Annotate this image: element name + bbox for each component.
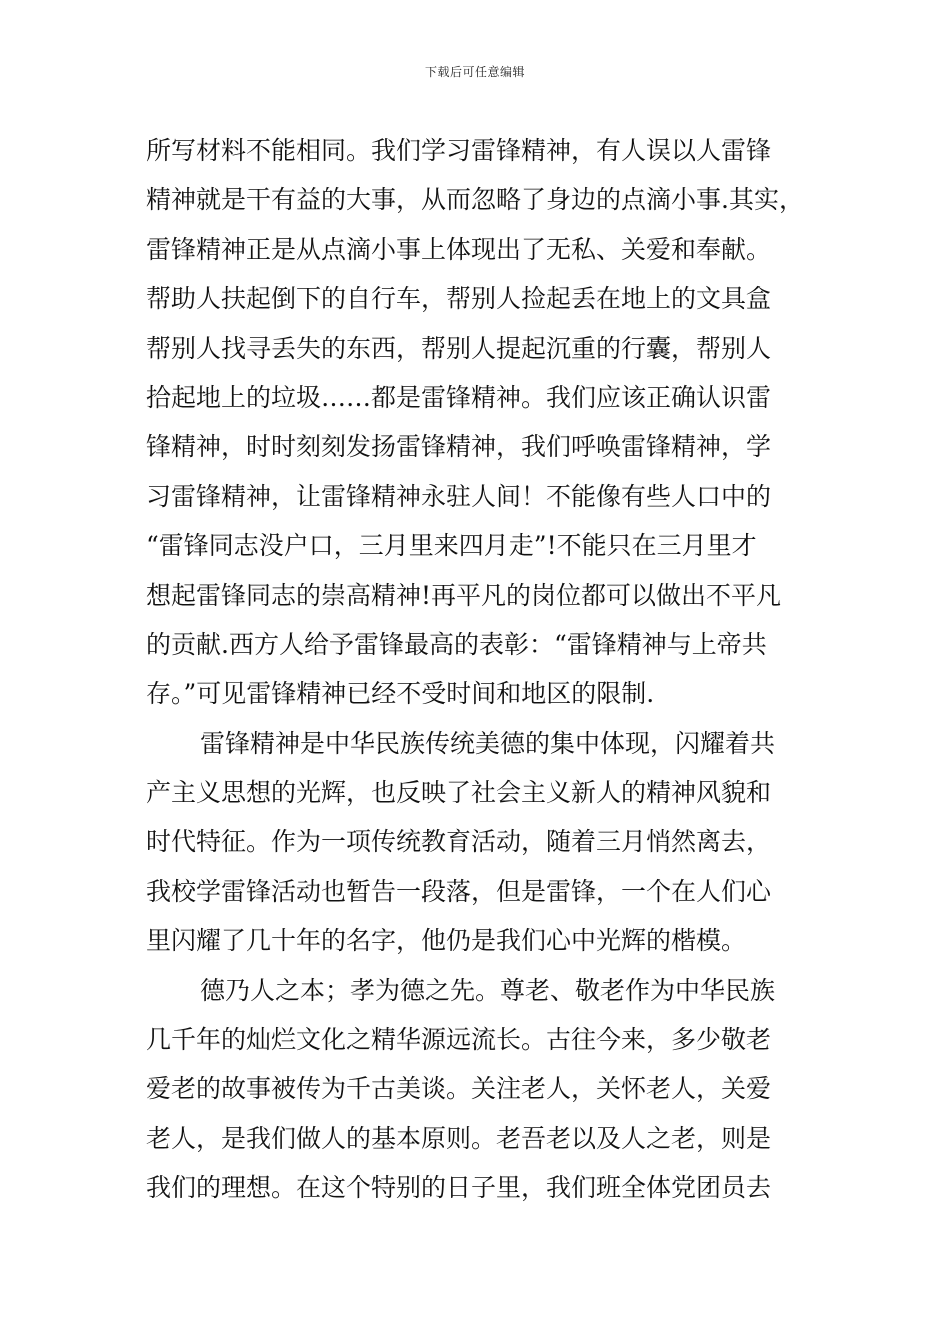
text-line: 拾起地上的垃圾……都是雷锋精神。我们应该正确认识雷	[146, 382, 772, 412]
text-line: 想起雷锋同志的崇高精神!再平凡的岗位都可以做出不平凡	[146, 580, 782, 610]
text-line: 爱老的故事被传为千古美谈。关注老人，关怀老人，关爱	[146, 1074, 772, 1104]
text-line: 存。”可见雷锋精神已经不受时间和地区的限制.	[146, 679, 655, 709]
text-line: 我们的理想。在这个特别的日子里，我们班全体党团员去	[146, 1173, 772, 1203]
document-body	[146, 126, 816, 1213]
text-line: 精神就是干有益的大事，从而忽略了身边的点滴小事.其实，	[146, 185, 804, 215]
text-line: “雷锋同志没户口，三月里来四月走”!不能只在三月里才	[146, 531, 757, 561]
text-line: 老人，是我们做人的基本原则。老吾老以及人之老，则是	[146, 1123, 772, 1153]
text-line: 几千年的灿烂文化之精华源远流长。古往今来，多少敬老	[146, 1025, 772, 1055]
text-line: 锋精神，时时刻刻发扬雷锋精神，我们呼唤雷锋精神，学	[146, 432, 772, 462]
text-line: 所写材料不能相同。我们学习雷锋精神，有人误以人雷锋	[146, 136, 772, 165]
paragraph-first-line: 德乃人之本；孝为德之先。尊老、敬老作为中华民族	[200, 975, 776, 1005]
text-line: 雷锋精神正是从点滴小事上体现出了无私、关爱和奉献。	[146, 234, 772, 264]
text-line: 帮助人扶起倒下的自行车，帮别人捡起丢在地上的文具盒	[146, 284, 772, 314]
text-line: 的贡献.西方人给予雷锋最高的表彰：“雷锋精神与上帝共	[146, 629, 767, 659]
text-line: 习雷锋精神，让雷锋精神永驻人间！不能像有些人口中的	[146, 481, 772, 511]
text-line: 我校学雷锋活动也暂告一段落，但是雷锋，一个在人们心	[146, 876, 772, 906]
text-line: 产主义思想的光辉，也反映了社会主义新人的精神风貌和	[146, 778, 772, 808]
page-header: 下载后可任意编辑	[424, 65, 525, 79]
text-line: 时代特征。作为一项传统教育活动，随着三月悄然离去，	[146, 827, 772, 857]
text-line: 里闪耀了几十年的名字，他仍是我们心中光辉的楷模。	[146, 926, 747, 956]
text-line: 帮别人找寻丢失的东西，帮别人提起沉重的行囊，帮别人	[146, 333, 772, 363]
paragraph-first-line: 雷锋精神是中华民族传统美德的集中体现，闪耀着共	[200, 728, 776, 758]
